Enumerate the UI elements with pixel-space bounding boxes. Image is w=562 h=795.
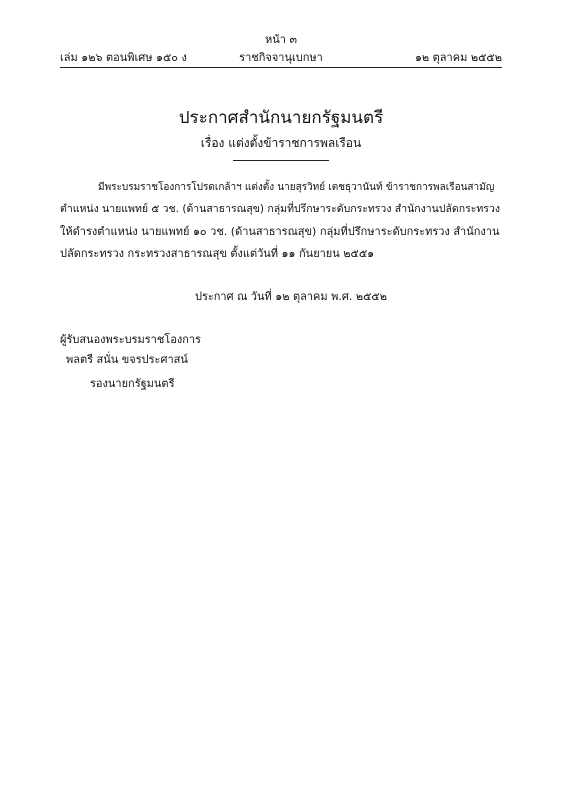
title-divider	[233, 160, 329, 161]
signatory-position: รองนายกรัฐมนตรี	[90, 377, 175, 390]
body-line: ให้ดำรงตำแหน่ง นายแพทย์ ๑๐ วช. (ด้านสาธารณสุข) กลุ่มที่ปรึกษาระดับกระทรวง สำนักงาน	[60, 225, 500, 238]
signatory-name: พลตรี สนั่น ขจรประศาสน์	[66, 353, 188, 366]
header-date: ๑๒ ตุลาคม ๒๕๕๒	[414, 51, 502, 64]
countersign-label: ผู้รับสนองพระบรมราชโองการ	[60, 333, 201, 346]
body-line: มีพระบรมราชโองการโปรดเกล้าฯ แต่งตั้ง นายสุรวิทย์ เตชธุวานันท์ ข้าราชการพลเรือนสามัญ	[98, 182, 495, 193]
publication-name: ราชกิจจานุเบกษา	[239, 51, 323, 64]
announcement-date: ประกาศ ณ วันที่ ๑๒ ตุลาคม พ.ศ. ๒๕๕๒	[194, 290, 388, 303]
volume-info: เล่ม ๑๒๖ ตอนพิเศษ ๑๕๐ ง	[60, 51, 187, 64]
body-line: ปลัดกระทรวง กระทรวงสาธารณสุข ตั้งแต่วันที่ ๑๑ กันยายน ๒๕๕๑	[60, 247, 375, 260]
body-line: ตำแหน่ง นายแพทย์ ๕ วช. (ด้านสาธารณสุข) กลุ่มที่ปรึกษาระดับกระทรวง สำนักงานปลัดกระทรวง	[60, 203, 500, 215]
document-title: ประกาศสำนักนายกรัฐมนตรี	[178, 108, 384, 128]
header-divider	[60, 67, 502, 68]
page-number: หน้า ๓	[265, 33, 297, 46]
document-subject: เรื่อง แต่งตั้งข้าราชการพลเรือน	[200, 136, 362, 150]
